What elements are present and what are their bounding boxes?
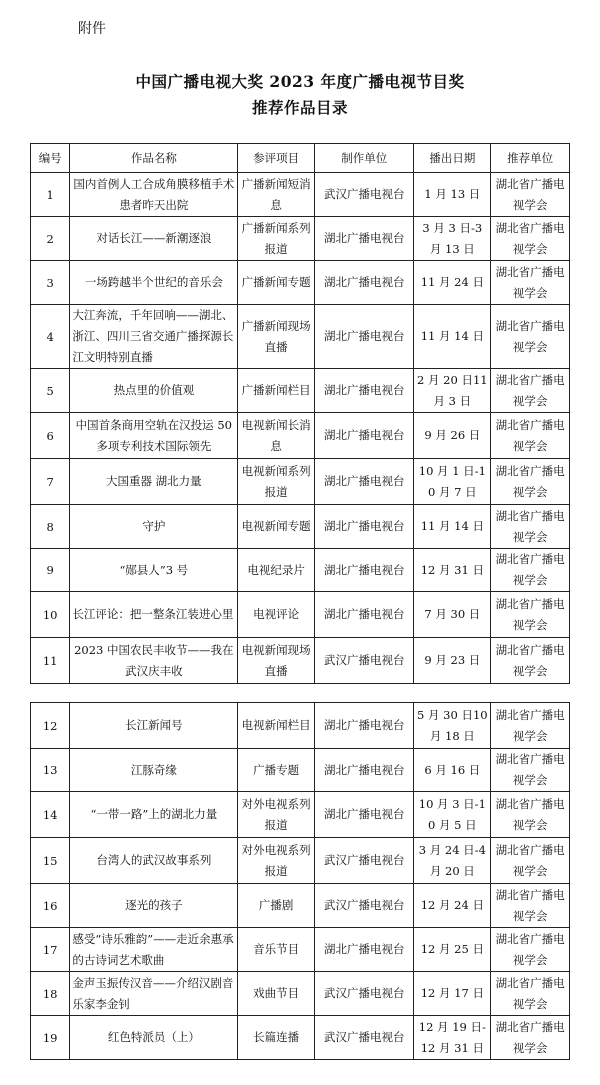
cell-number: 9	[31, 549, 70, 592]
cell-broadcast-date: 1 月 13 日	[414, 173, 491, 217]
cell-work-name: 2023 中国农民丰收节——我在武汉庆丰收	[70, 638, 238, 684]
cell-broadcast-date: 12 月 19 日-12 月 31 日	[414, 1016, 491, 1060]
cell-number: 18	[31, 972, 70, 1016]
table-row	[31, 592, 570, 638]
cell-recommender: 湖北省广播电视学会	[491, 792, 570, 838]
cell-producer: 武汉广播电视台	[314, 1016, 414, 1060]
cell-work-name: 长江评论：把一整条江装进心里	[70, 592, 238, 638]
table-row	[31, 749, 570, 792]
column-header-category: 参评项目	[238, 144, 315, 173]
cell-category: 长篇连播	[238, 1016, 315, 1060]
cell-producer: 湖北广播电视台	[314, 549, 414, 592]
cell-number: 19	[31, 1016, 70, 1060]
cell-category: 广播新闻现场直播	[238, 305, 315, 369]
table-row	[31, 838, 570, 884]
cell-broadcast-date: 9 月 23 日	[414, 638, 491, 684]
cell-recommender: 湖北省广播电视学会	[491, 413, 570, 459]
cell-work-name: 台湾人的武汉故事系列	[70, 838, 238, 884]
table-row	[31, 217, 570, 261]
catalog-table-part-2	[30, 702, 570, 1060]
table-row	[31, 638, 570, 684]
cell-producer: 武汉广播电视台	[314, 972, 414, 1016]
page-title: 中国广播电视大奖 2023 年度广播电视节目奖	[135, 72, 465, 91]
cell-work-name: 大江奔流，千年回响——湖北、浙江、四川三省交通广播探源长江文明特别直播	[70, 305, 238, 369]
cell-broadcast-date: 10 月 3 日-10 月 5 日	[414, 792, 491, 838]
cell-recommender: 湖北省广播电视学会	[491, 549, 570, 592]
cell-broadcast-date: 11 月 24 日	[414, 261, 491, 305]
cell-work-name: 热点里的价值观	[70, 369, 238, 413]
cell-number: 10	[31, 592, 70, 638]
cell-broadcast-date: 7 月 30 日	[414, 592, 491, 638]
cell-recommender: 湖北省广播电视学会	[491, 972, 570, 1016]
table-row	[31, 549, 570, 592]
cell-producer: 湖北广播电视台	[314, 369, 414, 413]
cell-recommender: 湖北省广播电视学会	[491, 305, 570, 369]
cell-number: 2	[31, 217, 70, 261]
cell-work-name: 逐光的孩子	[70, 884, 238, 928]
cell-producer: 湖北广播电视台	[314, 703, 414, 749]
cell-producer: 湖北广播电视台	[314, 592, 414, 638]
cell-work-name: 长江新闻号	[70, 703, 238, 749]
catalog-table-part-1	[30, 143, 570, 684]
cell-number: 12	[31, 703, 70, 749]
cell-producer: 湖北广播电视台	[314, 749, 414, 792]
cell-number: 1	[31, 173, 70, 217]
cell-recommender: 湖北省广播电视学会	[491, 838, 570, 884]
cell-producer: 湖北广播电视台	[314, 261, 414, 305]
cell-broadcast-date: 10 月 1 日-10 月 7 日	[414, 459, 491, 505]
cell-work-name: 一场跨越半个世纪的音乐会	[70, 261, 238, 305]
cell-broadcast-date: 12 月 17 日	[414, 972, 491, 1016]
cell-number: 3	[31, 261, 70, 305]
cell-category: 电视新闻系列报道	[238, 459, 315, 505]
cell-producer: 湖北广播电视台	[314, 413, 414, 459]
cell-recommender: 湖北省广播电视学会	[491, 749, 570, 792]
table-row	[31, 972, 570, 1016]
cell-work-name: 守护	[70, 505, 238, 549]
cell-category: 对外电视系列报道	[238, 838, 315, 884]
cell-work-name: 国内首例人工合成角膜移植手术患者昨天出院	[70, 173, 238, 217]
cell-recommender: 湖北省广播电视学会	[491, 703, 570, 749]
column-header-recommender: 推荐单位	[491, 144, 570, 173]
cell-number: 16	[31, 884, 70, 928]
cell-broadcast-date: 3 月 3 日-3 月 13 日	[414, 217, 491, 261]
table-row	[31, 928, 570, 972]
table-row	[31, 369, 570, 413]
cell-producer: 武汉广播电视台	[314, 638, 414, 684]
cell-number: 4	[31, 305, 70, 369]
cell-work-name: 金声玉振传汉音——介绍汉剧音乐家李金钊	[70, 972, 238, 1016]
column-header-date: 播出日期	[414, 144, 491, 173]
cell-recommender: 湖北省广播电视学会	[491, 217, 570, 261]
cell-broadcast-date: 5 月 30 日10 月 18 日	[414, 703, 491, 749]
cell-broadcast-date: 12 月 25 日	[414, 928, 491, 972]
table-row	[31, 505, 570, 549]
cell-producer: 武汉广播电视台	[314, 173, 414, 217]
cell-number: 8	[31, 505, 70, 549]
cell-category: 电视新闻现场直播	[238, 638, 315, 684]
cell-broadcast-date: 6 月 16 日	[414, 749, 491, 792]
cell-producer: 湖北广播电视台	[314, 792, 414, 838]
cell-category: 戏曲节目	[238, 972, 315, 1016]
cell-recommender: 湖北省广播电视学会	[491, 459, 570, 505]
cell-producer: 湖北广播电视台	[314, 305, 414, 369]
cell-recommender: 湖北省广播电视学会	[491, 592, 570, 638]
cell-category: 音乐节目	[238, 928, 315, 972]
cell-category: 电视新闻栏目	[238, 703, 315, 749]
table-row	[31, 884, 570, 928]
column-header-no: 编号	[31, 144, 70, 173]
table-header-row	[31, 144, 570, 173]
cell-broadcast-date: 3 月 24 日-4 月 20 日	[414, 838, 491, 884]
cell-broadcast-date: 11 月 14 日	[414, 305, 491, 369]
cell-work-name: “一带一路”上的湖北力量	[70, 792, 238, 838]
table-row	[31, 173, 570, 217]
cell-recommender: 湖北省广播电视学会	[491, 884, 570, 928]
cell-producer: 武汉广播电视台	[314, 838, 414, 884]
cell-recommender: 湖北省广播电视学会	[491, 638, 570, 684]
cell-category: 广播新闻系列报道	[238, 217, 315, 261]
table-row	[31, 1016, 570, 1060]
cell-recommender: 湖北省广播电视学会	[491, 505, 570, 549]
cell-work-name: 江豚奇缘	[70, 749, 238, 792]
cell-number: 11	[31, 638, 70, 684]
cell-broadcast-date: 12 月 31 日	[414, 549, 491, 592]
cell-category: 电视新闻长消息	[238, 413, 315, 459]
cell-number: 7	[31, 459, 70, 505]
cell-number: 5	[31, 369, 70, 413]
cell-category: 电视新闻专题	[238, 505, 315, 549]
cell-recommender: 湖北省广播电视学会	[491, 1016, 570, 1060]
cell-work-name: “郧县人”3 号	[70, 549, 238, 592]
cell-broadcast-date: 11 月 14 日	[414, 505, 491, 549]
cell-work-name: 大国重器 湖北力量	[70, 459, 238, 505]
cell-category: 广播专题	[238, 749, 315, 792]
cell-category: 电视纪录片	[238, 549, 315, 592]
cell-broadcast-date: 12 月 24 日	[414, 884, 491, 928]
cell-number: 17	[31, 928, 70, 972]
page-subtitle: 推荐作品目录	[251, 98, 348, 117]
cell-number: 14	[31, 792, 70, 838]
cell-broadcast-date: 9 月 26 日	[414, 413, 491, 459]
cell-producer: 湖北广播电视台	[314, 459, 414, 505]
table-row	[31, 703, 570, 749]
cell-number: 6	[31, 413, 70, 459]
cell-recommender: 湖北省广播电视学会	[491, 928, 570, 972]
cell-broadcast-date: 2 月 20 日11 月 3 日	[414, 369, 491, 413]
cell-producer: 湖北广播电视台	[314, 217, 414, 261]
cell-producer: 武汉广播电视台	[314, 884, 414, 928]
cell-work-name: 中国首条商用空轨在汉投运 50 多项专利技术国际领先	[70, 413, 238, 459]
cell-recommender: 湖北省广播电视学会	[491, 173, 570, 217]
cell-number: 15	[31, 838, 70, 884]
cell-category: 广播新闻短消息	[238, 173, 315, 217]
column-header-unit: 制作单位	[314, 144, 414, 173]
cell-producer: 湖北广播电视台	[314, 928, 414, 972]
table-row	[31, 413, 570, 459]
table-row	[31, 792, 570, 838]
cell-producer: 湖北广播电视台	[314, 505, 414, 549]
column-header-name: 作品名称	[70, 144, 238, 173]
cell-category: 电视评论	[238, 592, 315, 638]
cell-work-name: 红色特派员（上）	[70, 1016, 238, 1060]
cell-work-name: 感受“诗乐雅韵”——走近余惠承的古诗词艺术歌曲	[70, 928, 238, 972]
table-row	[31, 459, 570, 505]
cell-recommender: 湖北省广播电视学会	[491, 261, 570, 305]
table-row	[31, 261, 570, 305]
cell-category: 广播新闻专题	[238, 261, 315, 305]
cell-recommender: 湖北省广播电视学会	[491, 369, 570, 413]
cell-category: 广播剧	[238, 884, 315, 928]
table-row	[31, 305, 570, 369]
cell-number: 13	[31, 749, 70, 792]
cell-category: 广播新闻栏目	[238, 369, 315, 413]
cell-category: 对外电视系列报道	[238, 792, 315, 838]
cell-work-name: 对话长江——新潮逐浪	[70, 217, 238, 261]
attachment-label: 附件	[78, 21, 106, 37]
